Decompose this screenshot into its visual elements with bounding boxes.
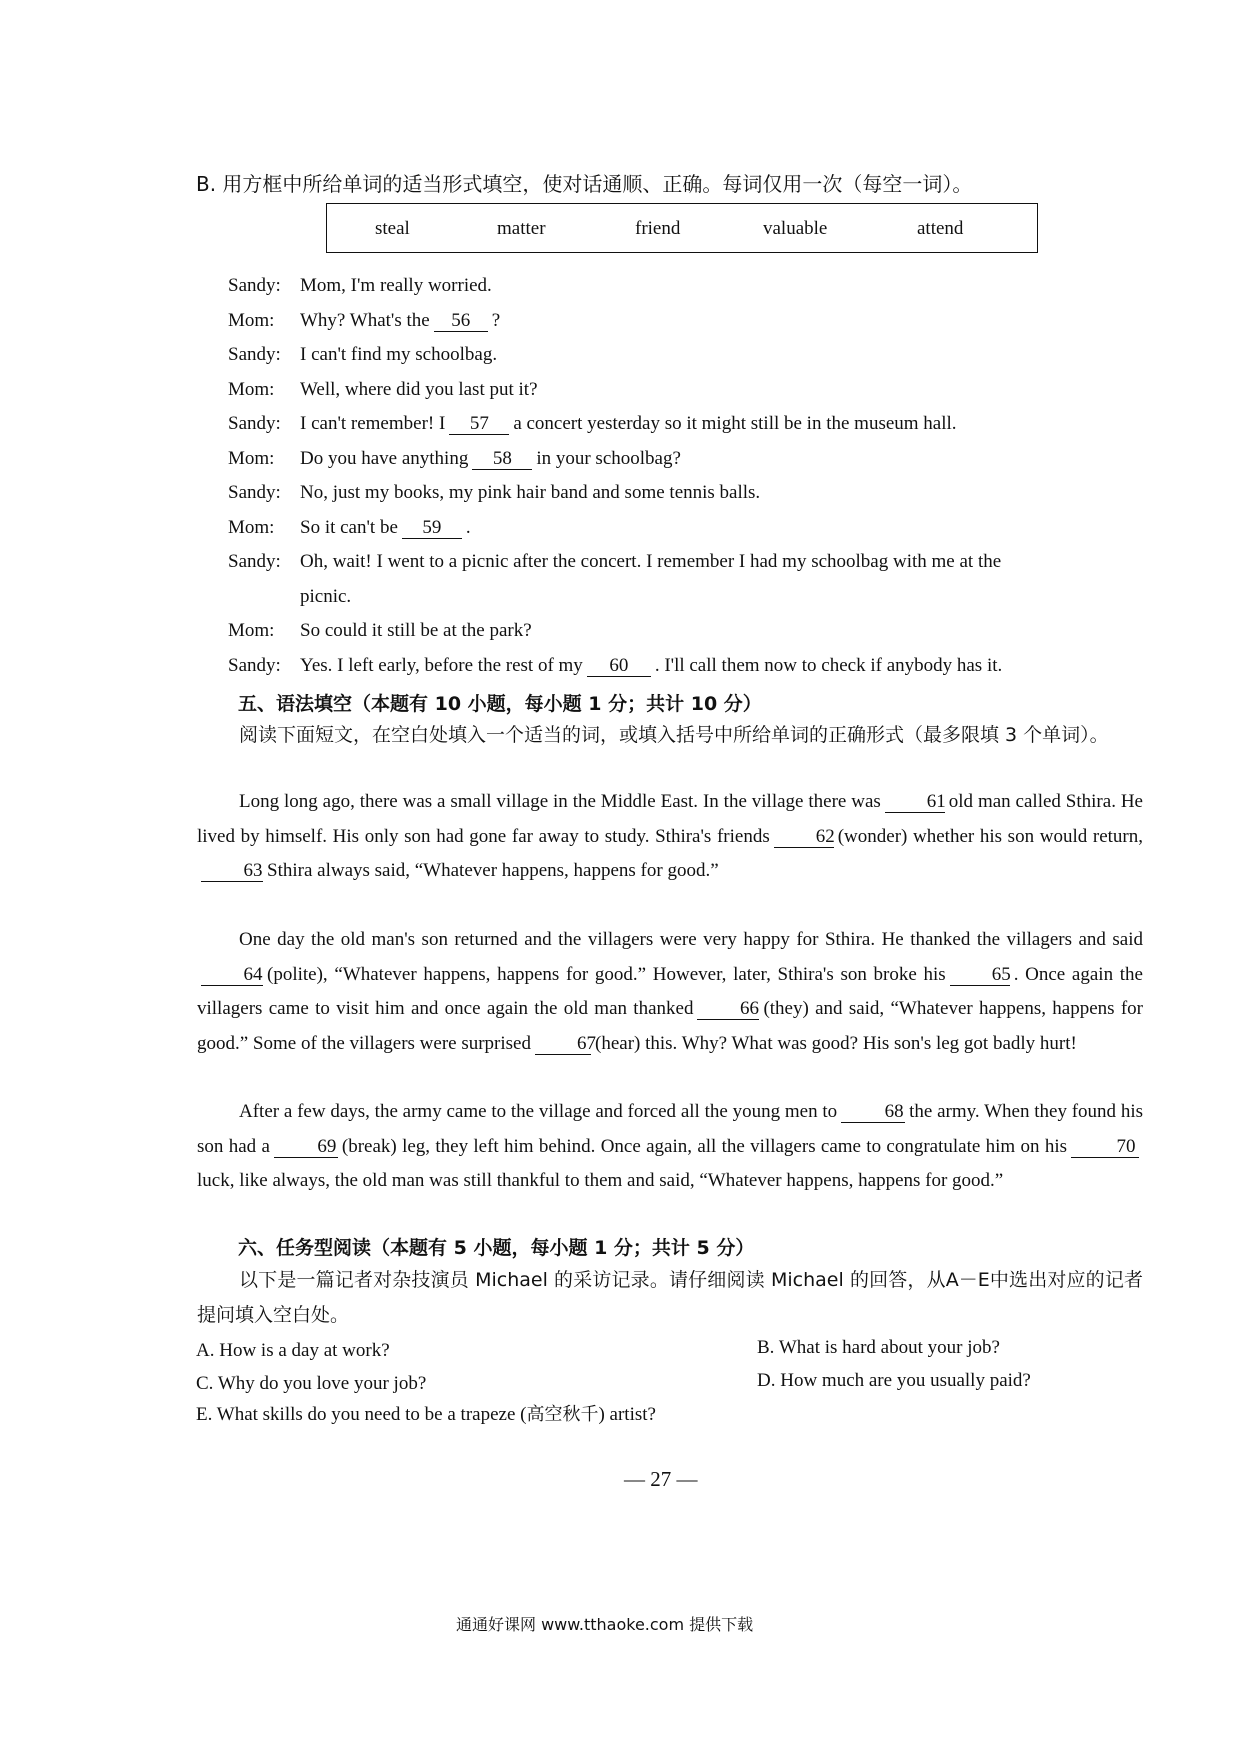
blank-60[interactable]: 60 xyxy=(587,656,651,677)
dialogue-line: Sandy: I can't find my schoolbag. xyxy=(228,344,498,365)
section-5-instruction: 阅读下面短文，在空白处填入一个适当的词，或填入括号中所给单词的正确形式（最多限填 3 个单词）。 xyxy=(239,724,1109,746)
dialogue-line-continued: picnic. xyxy=(300,586,352,607)
dialogue-line: Mom: Do you have anything 58 in your schoolbag? xyxy=(228,448,681,469)
blank-59[interactable]: 59 xyxy=(402,518,462,539)
passage-paragraph-2: One day the old man's son returned and the villagers were very happy for Sthira. He thanked the villagers and said64 (polite), “Whatever happens, happens for good.” However, later, Sthira's son broke his 65 . Once again the villagers came to visit him and once again the old man thanked 66 (they) and said, “Whatever happens, happens for good.” Some of the villagers were surprised 67(hear) this. Why? What was good? His son's leg got badly hurt! xyxy=(197,929,1143,1054)
option-e: E. What skills do you need to be a trapeze (高空秋千) artist? xyxy=(196,1404,656,1425)
blank-68[interactable]: 68 xyxy=(841,1102,905,1123)
blank-63[interactable]: 63 xyxy=(201,861,263,882)
section-b-heading: B. 用方框中所给单词的适当形式填空，使对话通顺、正确。每词仅用一次（每空一词）。 xyxy=(196,172,973,196)
blank-64[interactable]: 64 xyxy=(201,965,263,986)
passage-paragraph-3: After a few days, the army came to the village and forced all the young men to 68 the army. When they found his son had a 69 (break) leg, they left him behind. Once again, all the villagers came to congratulate him on his 70luck, like always, the old man was still thankful to them and said, “Whatever happens, happens for good.” xyxy=(197,1101,1143,1191)
dialogue-line: Mom: Why? What's the 56 ? xyxy=(228,310,501,331)
speaker-label: Sandy: xyxy=(228,413,281,434)
speaker-label: Sandy: xyxy=(228,551,281,572)
blank-67[interactable]: 67 xyxy=(535,1034,591,1055)
option-c: C. Why do you love your job? xyxy=(196,1373,427,1394)
blank-57[interactable]: 57 xyxy=(449,414,509,435)
speaker-label: Sandy: xyxy=(228,482,281,503)
page-number: — 27 — xyxy=(624,1467,698,1491)
speaker-label: Sandy: xyxy=(228,344,281,365)
speaker-label: Mom: xyxy=(228,448,275,469)
dialogue-line: Sandy: Mom, I'm really worried. xyxy=(228,275,492,296)
word-box-item: friend xyxy=(635,218,681,239)
dialogue-line: Sandy: I can't remember! I 57 a concert yesterday so it might still be in the museum hall. xyxy=(228,413,957,434)
footer-credit: 通通好课网 www.tthaoke.com 提供下载 xyxy=(456,1615,754,1634)
blank-61[interactable]: 61 xyxy=(885,792,945,813)
dialogue-line: Sandy: No, just my books, my pink hair band and some tennis balls. xyxy=(228,482,761,503)
section-5-heading: 五、语法填空（本题有 10 小题，每小题 1 分；共计 10 分） xyxy=(238,693,762,715)
dialogue-line: Sandy: Oh, wait! I went to a picnic after the concert. I remember I had my schoolbag with me at the xyxy=(228,551,1002,572)
word-box-item: matter xyxy=(497,218,546,239)
blank-56[interactable]: 56 xyxy=(434,311,488,332)
passage-paragraph-1: Long long ago, there was a small village in the Middle East. In the village there was 61 old man called Sthira. He lived by himself. His only son had gone far away to study. Sthira's friends 62 (wonder) whether his son would return,63 Sthira always said, “Whatever happens, happens for good.” xyxy=(197,791,1143,881)
option-b: B. What is hard about your job? xyxy=(757,1337,1000,1358)
speaker-label: Mom: xyxy=(228,379,275,400)
speaker-label: Sandy: xyxy=(228,655,281,676)
blank-65[interactable]: 65 xyxy=(950,965,1010,986)
section-6-instruction: 以下是一篇记者对杂技演员 Michael 的采访记录。请仔细阅读 Michael 的回答，从A－E中选出对应的记者提问填入空白处。 xyxy=(197,1269,1143,1326)
dialogue-line: Sandy: Yes. I left early, before the rest of my 60 . I'll call them now to check if anybody has it. xyxy=(228,655,1003,676)
option-a: A. How is a day at work? xyxy=(196,1340,390,1361)
option-d: D. How much are you usually paid? xyxy=(757,1370,1031,1391)
blank-62[interactable]: 62 xyxy=(774,827,834,848)
speaker-label: Sandy: xyxy=(228,275,281,296)
blank-58[interactable]: 58 xyxy=(472,449,532,470)
word-box-item: valuable xyxy=(763,218,828,239)
word-box-item: attend xyxy=(917,218,964,239)
blank-70[interactable]: 70 xyxy=(1071,1137,1139,1158)
section-6-heading: 六、任务型阅读（本题有 5 小题，每小题 1 分；共计 5 分） xyxy=(238,1237,755,1259)
word-box xyxy=(326,203,1038,253)
dialogue-line: Mom: So it can't be 59 . xyxy=(228,517,471,538)
speaker-label: Mom: xyxy=(228,310,275,331)
dialogue-line: Mom: Well, where did you last put it? xyxy=(228,379,538,400)
blank-69[interactable]: 69 xyxy=(274,1137,338,1158)
blank-66[interactable]: 66 xyxy=(697,999,759,1020)
word-box-item: steal xyxy=(375,218,410,239)
speaker-label: Mom: xyxy=(228,517,275,538)
speaker-label: Mom: xyxy=(228,620,275,641)
dialogue-line: Mom: So could it still be at the park? xyxy=(228,620,532,641)
